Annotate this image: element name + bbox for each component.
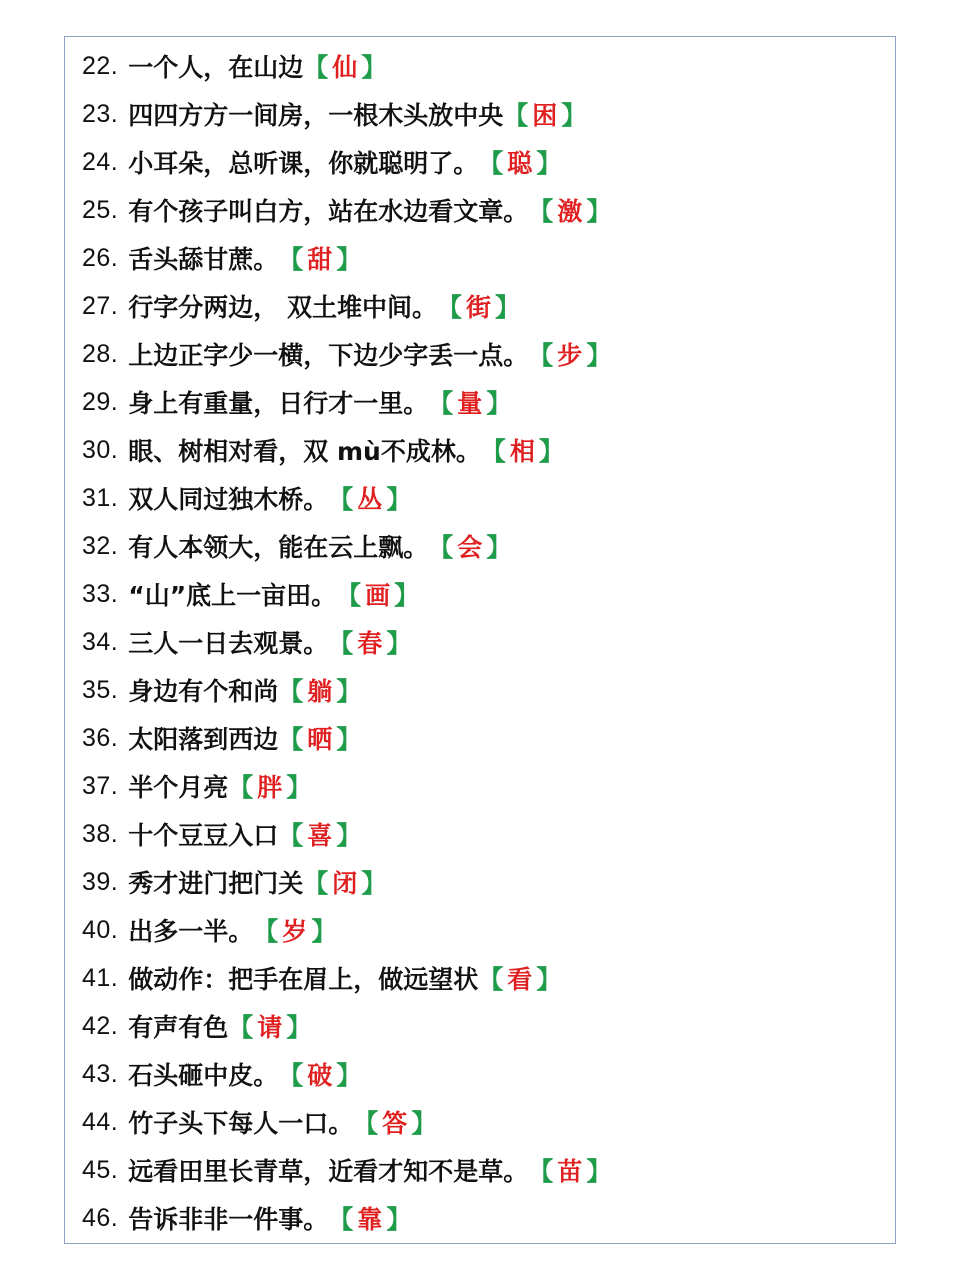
bracket-close: 】 <box>586 341 612 370</box>
riddle-clue: 有个孩子叫白方，站在水边看文章。 <box>128 197 529 226</box>
riddle-clue: 秀才进门把门关 <box>128 869 304 898</box>
riddle-answer: 请 <box>257 1013 283 1042</box>
bracket-close: 】 <box>486 533 512 562</box>
bracket-close: 】 <box>411 1109 437 1138</box>
bracket-open: 【 <box>228 1013 254 1042</box>
riddle-clue: 有声有色 <box>128 1013 229 1042</box>
riddle-answer: 闭 <box>332 869 358 898</box>
riddle-clue: 上边正字少一横，下边少字丢一点。 <box>128 341 529 370</box>
bracket-close: 】 <box>536 149 562 178</box>
bracket-close: 】 <box>486 389 512 418</box>
bracket-close: 】 <box>286 1013 312 1042</box>
riddle-item <box>82 186 882 234</box>
riddle-number: 23. <box>82 99 119 128</box>
riddle-clue: 小耳朵，总听课，你就聪明了。 <box>128 149 479 178</box>
riddle-answer: 画 <box>365 581 391 610</box>
riddle-list <box>82 42 882 1242</box>
bracket-open: 【 <box>336 581 362 610</box>
riddle-item <box>82 1146 882 1194</box>
riddle-clue: 石头砸中皮。 <box>128 1061 279 1090</box>
riddle-item <box>82 714 882 762</box>
riddle-item <box>82 522 882 570</box>
bracket-open: 【 <box>478 149 504 178</box>
bracket-close: 】 <box>336 1061 362 1090</box>
riddle-clue: 十个豆豆入口 <box>128 821 279 850</box>
riddle-answer: 答 <box>382 1109 408 1138</box>
riddle-answer: 晒 <box>307 725 333 754</box>
bracket-close: 】 <box>336 725 362 754</box>
riddle-clue: 竹子头下每人一口。 <box>128 1109 354 1138</box>
riddle-number: 27. <box>82 291 119 320</box>
riddle-item <box>82 1098 882 1146</box>
riddle-number: 26. <box>82 243 119 272</box>
riddle-answer: 街 <box>466 293 492 322</box>
riddle-number: 41. <box>82 963 119 992</box>
bracket-close: 】 <box>286 773 312 802</box>
riddle-number: 39. <box>82 867 119 896</box>
riddle-number: 40. <box>82 915 119 944</box>
riddle-item <box>82 42 882 90</box>
riddle-answer: 激 <box>557 197 583 226</box>
bracket-open: 【 <box>480 437 506 466</box>
bracket-open: 【 <box>428 533 454 562</box>
riddle-clue: 做动作：把手在眉上，做远望状 <box>128 965 479 994</box>
riddle-number: 37. <box>82 771 119 800</box>
riddle-number: 44. <box>82 1107 119 1136</box>
bracket-open: 【 <box>436 293 462 322</box>
riddle-item <box>82 474 882 522</box>
bracket-open: 【 <box>353 1109 379 1138</box>
bracket-close: 】 <box>394 581 420 610</box>
bracket-open: 【 <box>278 677 304 706</box>
riddle-clue: 有人本领大，能在云上飘。 <box>128 533 429 562</box>
riddle-item <box>82 1002 882 1050</box>
bracket-open: 【 <box>228 773 254 802</box>
riddle-number: 43. <box>82 1059 119 1088</box>
riddle-number: 45. <box>82 1155 119 1184</box>
bracket-close: 】 <box>361 53 387 82</box>
riddle-answer: 甜 <box>307 245 333 274</box>
bracket-open: 【 <box>303 53 329 82</box>
bracket-close: 】 <box>586 197 612 226</box>
riddle-number: 38. <box>82 819 119 848</box>
bracket-open: 【 <box>328 1205 354 1234</box>
bracket-close: 】 <box>386 485 412 514</box>
riddle-answer: 聪 <box>507 149 533 178</box>
bracket-open: 【 <box>528 1157 554 1186</box>
riddle-item <box>82 282 882 330</box>
riddle-item <box>82 666 882 714</box>
riddle-clue: 身上有重量，日行才一里。 <box>128 389 429 418</box>
riddle-number: 36. <box>82 723 119 752</box>
riddle-clue: 远看田里长青草，近看才知不是草。 <box>128 1157 529 1186</box>
riddle-answer: 苗 <box>557 1157 583 1186</box>
bracket-open: 【 <box>278 821 304 850</box>
bracket-close: 】 <box>386 1205 412 1234</box>
bracket-open: 【 <box>253 917 279 946</box>
bracket-close: 】 <box>386 629 412 658</box>
riddle-number: 31. <box>82 483 119 512</box>
riddle-answer: 丛 <box>357 485 383 514</box>
bracket-open: 【 <box>478 965 504 994</box>
riddle-answer: 春 <box>357 629 383 658</box>
riddle-clue: 眼、树相对看，双 mù不成林。 <box>128 437 481 466</box>
bracket-open: 【 <box>528 341 554 370</box>
riddle-clue: 告诉非非一件事。 <box>128 1205 329 1234</box>
riddle-item <box>82 90 882 138</box>
riddle-item <box>82 906 882 954</box>
riddle-answer: 看 <box>507 965 533 994</box>
riddle-clue: 四四方方一间房，一根木头放中央 <box>128 101 504 130</box>
riddle-answer: 躺 <box>307 677 333 706</box>
riddle-item <box>82 426 882 474</box>
riddle-answer: 仙 <box>332 53 358 82</box>
riddle-answer: 困 <box>532 101 558 130</box>
riddle-item <box>82 1050 882 1098</box>
riddle-clue: 出多一半。 <box>128 917 254 946</box>
riddle-clue: 身边有个和尚 <box>128 677 279 706</box>
bracket-close: 】 <box>336 245 362 274</box>
riddle-number: 46. <box>82 1203 119 1232</box>
riddle-item <box>82 570 882 618</box>
bracket-open: 【 <box>328 485 354 514</box>
riddle-clue: 三人一日去观景。 <box>128 629 329 658</box>
riddle-clue: 舌头舔甘蔗。 <box>128 245 279 274</box>
riddle-clue: 双人同过独木桥。 <box>128 485 329 514</box>
riddle-answer: 喜 <box>307 821 333 850</box>
riddle-answer: 会 <box>457 533 483 562</box>
riddle-item <box>82 618 882 666</box>
bracket-open: 【 <box>303 869 329 898</box>
riddle-clue: 行字分两边， 双土堆中间。 <box>128 293 437 322</box>
riddle-number: 33. <box>82 579 119 608</box>
riddle-answer: 靠 <box>357 1205 383 1234</box>
riddle-item <box>82 810 882 858</box>
riddle-item <box>82 762 882 810</box>
riddle-item <box>82 858 882 906</box>
bracket-close: 】 <box>536 965 562 994</box>
riddle-item <box>82 330 882 378</box>
riddle-number: 28. <box>82 339 119 368</box>
bracket-open: 【 <box>528 197 554 226</box>
riddle-answer: 破 <box>307 1061 333 1090</box>
riddle-number: 22. <box>82 51 119 80</box>
riddle-number: 25. <box>82 195 119 224</box>
bracket-close: 】 <box>361 869 387 898</box>
riddle-number: 35. <box>82 675 119 704</box>
riddle-item <box>82 138 882 186</box>
riddle-clue: 一个人，在山边 <box>128 53 304 82</box>
riddle-number: 42. <box>82 1011 119 1040</box>
riddle-number: 34. <box>82 627 119 656</box>
bracket-open: 【 <box>278 725 304 754</box>
bracket-open: 【 <box>503 101 529 130</box>
riddle-number: 29. <box>82 387 119 416</box>
riddle-answer: 岁 <box>282 917 308 946</box>
bracket-open: 【 <box>428 389 454 418</box>
bracket-open: 【 <box>278 1061 304 1090</box>
bracket-close: 】 <box>311 917 337 946</box>
bracket-close: 】 <box>336 677 362 706</box>
riddle-clue: 半个月亮 <box>128 773 229 802</box>
riddle-number: 24. <box>82 147 119 176</box>
riddle-clue: “山”底上一亩田。 <box>128 581 337 610</box>
bracket-close: 】 <box>586 1157 612 1186</box>
bracket-close: 】 <box>495 293 521 322</box>
bracket-close: 】 <box>561 101 587 130</box>
bracket-open: 【 <box>278 245 304 274</box>
bracket-close: 】 <box>538 437 564 466</box>
riddle-answer: 胖 <box>257 773 283 802</box>
riddle-item <box>82 954 882 1002</box>
riddle-number: 30. <box>82 435 119 464</box>
bracket-close: 】 <box>336 821 362 850</box>
bracket-open: 【 <box>328 629 354 658</box>
riddle-answer: 步 <box>557 341 583 370</box>
riddle-clue: 太阳落到西边 <box>128 725 279 754</box>
riddle-item <box>82 234 882 282</box>
riddle-answer: 相 <box>509 437 535 466</box>
riddle-item <box>82 1194 882 1242</box>
riddle-item <box>82 378 882 426</box>
riddle-number: 32. <box>82 531 119 560</box>
riddle-answer: 量 <box>457 389 483 418</box>
